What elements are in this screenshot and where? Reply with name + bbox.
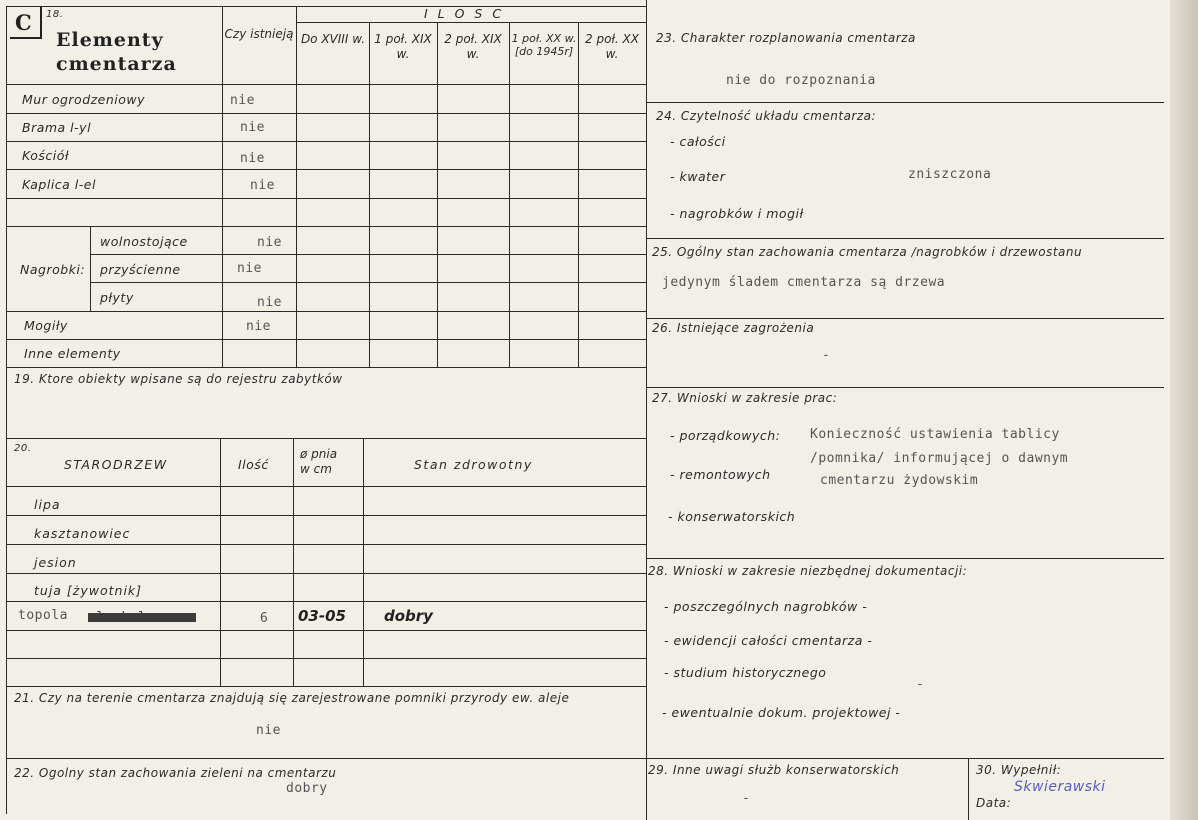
question-27-answer: cmentarzu żydowskim [820, 473, 979, 488]
row-label: Kościół [22, 148, 69, 163]
question-27-item: - remontowych [670, 467, 771, 482]
question-28-item: - ewidencji całości cmentarza - [664, 633, 873, 648]
card-edge [1170, 0, 1198, 820]
question-20-number: 20. [14, 443, 32, 454]
question-24-item: - kwater [670, 169, 726, 184]
nagrobki-label: Nagrobki: [20, 262, 86, 277]
stan-col-header: Stan zdrowotny [414, 457, 533, 472]
border-left [6, 6, 7, 814]
row-label: przyścienne [100, 262, 181, 277]
question-24: 24. Czytelność układu cmentarza: [656, 109, 877, 123]
question-24-answer: zniszczona [908, 167, 992, 182]
section-c-box: C [10, 7, 42, 39]
border-top [6, 6, 646, 7]
question-25: 25. Ogólny stan zachowania cmentarza /nagrobków i drzewostanu [652, 245, 1083, 259]
question-28-dash: - [916, 677, 925, 692]
panel-divider [646, 0, 647, 820]
row-label: wolnostojące [100, 234, 188, 249]
row-value: nie [246, 319, 271, 334]
tree-state: dobry [384, 607, 433, 625]
question-24-item: - całości [670, 134, 726, 149]
section-title-line1: Elementy [56, 29, 164, 51]
tree-diameter: 03-05 [298, 607, 346, 625]
pnia-col-header: ø pnia w cm [300, 447, 338, 476]
row-label: Mur ogrodzeniowy [22, 92, 146, 107]
tree-label: jesion [34, 555, 77, 570]
row-value: nie [257, 295, 282, 310]
question-26-answer: - [822, 348, 831, 363]
row-value: nie [237, 261, 262, 276]
signature: Skwierawski [1014, 779, 1106, 795]
tree-count: 6 [260, 611, 269, 626]
ilosc-header: I L O S C [424, 6, 505, 21]
row-value: nie [230, 93, 255, 108]
question-22-answer: dobry [286, 781, 328, 796]
tree-label: tuja [żywotnik] [34, 583, 143, 598]
question-25-answer: jedynym śladem cmentarza są drzewa [662, 275, 946, 290]
row-value: nie [240, 120, 265, 135]
row-label: Mogiły [24, 318, 68, 333]
row-label: Inne elementy [24, 346, 121, 361]
question-26: 26. Istniejące zagrożenia [652, 321, 815, 335]
ilosc-col-header: Ilość [238, 457, 269, 472]
question-29: 29. Inne uwagi służb konserwatorskich [648, 763, 900, 777]
date-label: Data: [976, 796, 1012, 810]
question-29-answer: - [742, 791, 751, 806]
question-28: 28. Wnioski w zakresie niezbędnej dokumentacji: [648, 564, 968, 578]
period-header: 2 poł. XX w. [585, 32, 639, 61]
question-24-item: - nagrobków i mogił [670, 206, 804, 221]
question-27-item: - porządkowych: [670, 428, 781, 443]
period-header: Do XVIII w. [300, 32, 366, 46]
question-28-item: - poszczególnych nagrobków - [664, 599, 868, 614]
question-23-answer: nie do rozpoznania [726, 73, 876, 88]
question-28-item: - ewentualnie dokum. projektowej - [662, 705, 901, 720]
struck-text [88, 611, 196, 624]
tree-label: kasztanowiec [34, 526, 131, 541]
row-value: nie [240, 151, 265, 166]
question-19: 19. Ktore obiekty wpisane są do rejestru zabytków [14, 372, 343, 386]
row-label: Brama l-yl [22, 120, 92, 135]
row-label: płyty [100, 290, 134, 305]
section-number: 18. [46, 9, 64, 20]
period-header: 1 poł. XX w. [do 1945r] [511, 32, 577, 58]
question-23: 23. Charakter rozplanowania cmentarza [656, 31, 916, 45]
starodrzew-header: STARODRZEW [64, 457, 168, 472]
question-27-answer: /pomnika/ informującej o dawnym [810, 451, 1069, 466]
col-header-czy: Czy istnieją [224, 27, 294, 41]
question-21: 21. Czy na terenie cmentarza znajdują się zarejestrowane pomniki przyrody ew. aleje [14, 691, 570, 705]
question-30: 30. Wypełnił: [976, 763, 1062, 777]
tree-label-topola: topola [18, 608, 68, 623]
question-21-answer: nie [256, 723, 281, 738]
tree-label: lipa [34, 497, 61, 512]
row-value: nie [250, 178, 275, 193]
row-value: nie [257, 235, 282, 250]
question-27: 27. Wnioski w zakresie prac: [652, 391, 838, 405]
period-header: 1 poł. XIX w. [374, 32, 432, 61]
question-27-answer: Konieczność ustawienia tablicy [810, 427, 1060, 442]
question-22: 22. Ogolny stan zachowania zieleni na cmentarzu [14, 766, 337, 780]
row-label: Kaplica l-el [22, 177, 96, 192]
section-title-line2: cmentarza [56, 53, 177, 75]
period-header: 2 poł. XIX w. [444, 32, 502, 61]
question-27-item: - konserwatorskich [668, 509, 796, 524]
question-28-item: - studium historycznego [664, 665, 827, 680]
